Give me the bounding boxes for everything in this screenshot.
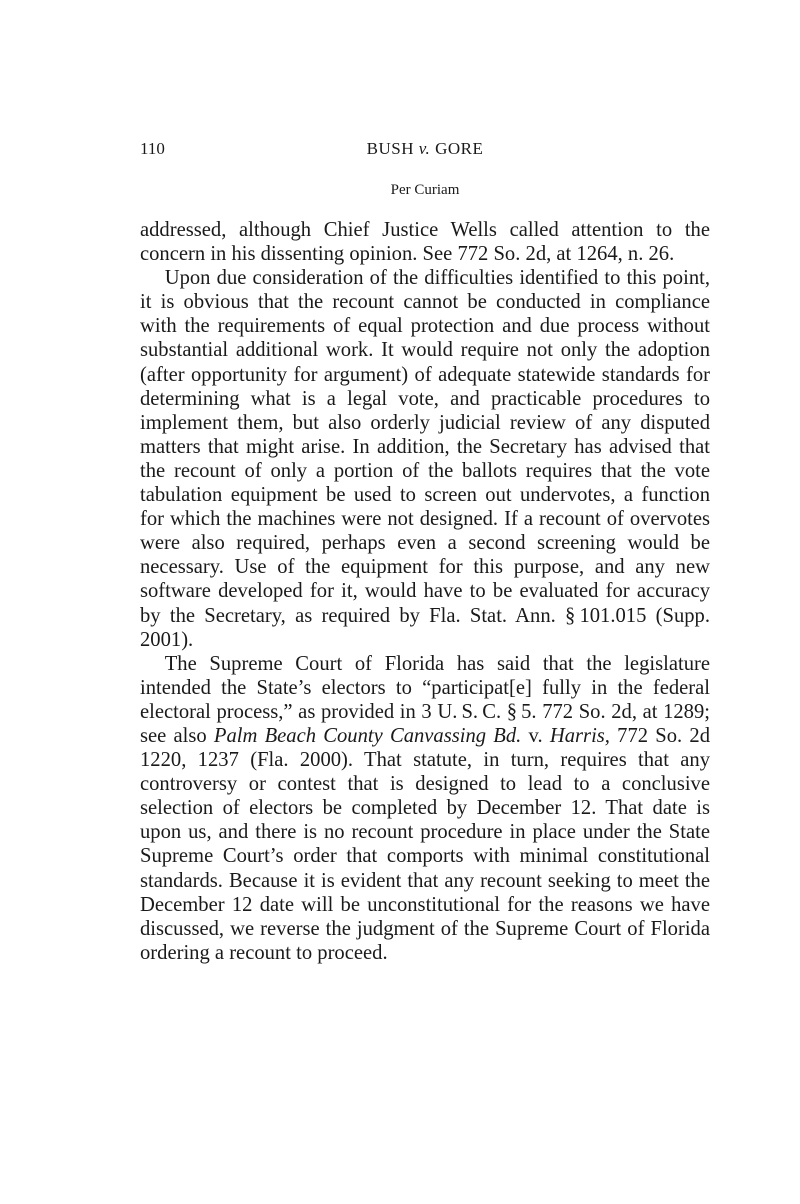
paragraph-1: addressed, although Chief Justice Wells called attention to the concern in his dissenting opinion. See 772 So. 2d, at 1264, n. 26. [140,219,710,266]
case-name-part2: GORE [435,139,484,158]
paragraph-3-segment-1: The Supreme Court of Florida has said that the legislature intended the State’s electors to “participat[e] fully in the federal electoral process,” as provided in 3 U. S. C. § 5. 772 So. 2d, at 1289; see also [140,652,710,747]
case-citation-harris: Harris, [549,724,610,747]
page-number: 110 [140,139,165,158]
paragraph-2: Upon due consideration of the difficulties identified to this point, it is obvious that the recount cannot be conducted in compliance with the requirements of equal protection and due process without substantial additional work. It would require not only the adoption (after opportunity for argument) of adequate statewide standards for determining what is a legal vote, and practicable procedures to implement them, but also orderly judicial review of any disputed matters that might arise. In addition, the Secretary has advised that the recount of only a portion of the ballots requires that the vote tabulation equipment be used to screen out undervotes, a function for which the machines were not designed. If a recount of overvotes were also required, perhaps even a second screening would be necessary. Use of the equipment for this purpose, and any new software developed for it, would have to be evaluated for accuracy by the Secretary, as required by Fla. Stat. Ann. § 101.015 (Supp. 2001). [140,267,710,651]
paragraph-3-segment-3: 772 So. 2d 1220, 1237 (Fla. 2000). That statute, in turn, requires that any controversy or contest that is designed to lead to a conclusive selection of electors be completed by December 12. That date is upon us, and there is no recount procedure in place under the State Supreme Court’s order that comports with minimal constitutional standards. Because it is evident that any recount seeking to meet the December 12 date will be unconstitutional for the reasons we have discussed, we reverse the judgment of the Supreme Court of Florida ordering a recount to proceed. [140,724,710,964]
running-head [140,139,710,163]
case-citation-palm-beach: Palm Beach County Canvassing Bd. [213,724,522,747]
paragraph-3 [140,652,710,965]
opinion-body [140,218,710,965]
paragraph-3-segment-2: v. [521,724,550,747]
opinion-type: Per Curiam [390,182,460,198]
case-name-versus: v. [418,139,431,158]
case-title [140,139,710,159]
case-name-part1: BUSH [366,139,415,158]
